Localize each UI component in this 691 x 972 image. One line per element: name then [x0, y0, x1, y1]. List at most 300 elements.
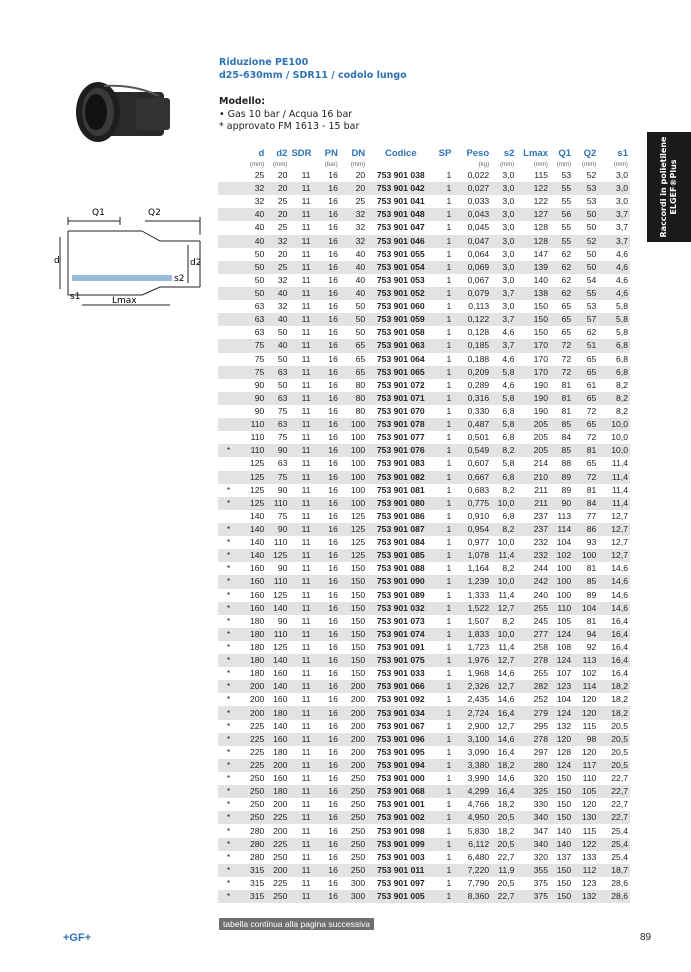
- table-cell: 1: [446, 353, 452, 364]
- table-cell: [218, 326, 239, 339]
- table-cell: 300: [340, 890, 367, 903]
- table-cell: 65: [561, 301, 572, 312]
- table-cell: 11,4: [611, 458, 628, 469]
- table-cell: 753 901 053: [376, 274, 425, 285]
- diagram-label-q2: Q2: [148, 208, 161, 218]
- table-cell: 3,0: [502, 196, 515, 207]
- table-cell: 32: [277, 274, 288, 285]
- table-cell: 72: [573, 471, 598, 484]
- table-cell: 4,6: [502, 379, 515, 390]
- table-cell: 753 901 065: [367, 366, 434, 379]
- table-cell: 112: [573, 864, 598, 877]
- table-cell: 200: [340, 680, 367, 693]
- table-cell: *: [226, 773, 231, 784]
- table-cell: 100: [340, 418, 367, 431]
- table-cell: 16: [313, 838, 340, 851]
- table-cell: 150: [550, 811, 573, 824]
- table-cell: 150: [516, 313, 550, 326]
- table-cell: 124: [550, 706, 573, 719]
- table-cell: 92: [586, 641, 597, 652]
- table-cell: 1: [446, 484, 452, 495]
- table-cell: 16: [328, 589, 338, 600]
- table-cell: 10,0: [598, 444, 630, 457]
- table-cell: 12,7: [611, 510, 628, 521]
- table-cell: 128: [516, 235, 550, 248]
- table-cell: 3,0: [491, 182, 516, 195]
- table-cell: 280: [239, 838, 266, 851]
- table-cell: 0,289: [467, 379, 490, 390]
- table-cell: 123: [550, 680, 573, 693]
- table-cell: 110: [250, 432, 265, 443]
- table-cell: 11: [289, 602, 312, 615]
- table-row: [218, 326, 630, 339]
- table-cell: 753 901 068: [367, 785, 434, 798]
- unit-cell: (mm): [249, 161, 265, 168]
- table-cell: 200: [350, 720, 366, 731]
- table-cell: 105: [556, 615, 572, 626]
- table-row: [218, 693, 630, 706]
- table-cell: 65: [340, 339, 367, 352]
- table-cell: 22,7: [491, 890, 516, 903]
- table-cell: 0,954: [453, 523, 491, 536]
- table-cell: [218, 235, 239, 248]
- table-cell: 753 901 033: [376, 668, 425, 679]
- table-cell: 4,6: [616, 248, 628, 259]
- table-cell: 150: [350, 615, 366, 626]
- table-cell: 225: [266, 811, 289, 824]
- table-cell: 28,6: [598, 890, 630, 903]
- table-row: [218, 353, 630, 366]
- diagram-label-lmax: Lmax: [112, 296, 137, 306]
- table-cell: 753 901 067: [376, 720, 425, 731]
- table-cell: *: [226, 720, 231, 731]
- table-cell: 200: [273, 799, 288, 810]
- table-row: [218, 510, 630, 523]
- table-cell: 278: [516, 654, 550, 667]
- table-cell: 16: [328, 274, 338, 285]
- table-cell: 150: [340, 654, 367, 667]
- table-cell: 8,2: [491, 444, 516, 457]
- table-cell: 10,0: [491, 575, 516, 588]
- table-cell: *: [226, 589, 231, 600]
- table-cell: 20: [277, 248, 288, 259]
- table-cell: 150: [556, 773, 572, 784]
- table-cell: 753 901 047: [376, 222, 425, 233]
- table-cell: 16,4: [598, 654, 630, 667]
- table-cell: 150: [533, 301, 548, 312]
- table-cell: 3,7: [491, 313, 516, 326]
- unit-cell: [367, 160, 434, 169]
- table-cell: 6,8: [598, 339, 630, 352]
- table-cell: 16: [328, 432, 338, 443]
- table-cell: 250: [266, 890, 289, 903]
- table-cell: *: [226, 799, 231, 810]
- table-row: [218, 759, 630, 772]
- table-cell: 12,7: [598, 549, 630, 562]
- table-cell: 1,833: [453, 628, 491, 641]
- table-cell: 11: [289, 785, 312, 798]
- table-cell: 11: [301, 196, 311, 207]
- table-cell: 16: [313, 444, 340, 457]
- table-row: [218, 235, 630, 248]
- table-cell: 125: [340, 549, 367, 562]
- table-cell: 250: [340, 838, 367, 851]
- table-cell: *: [226, 825, 231, 836]
- table-cell: 14,6: [491, 733, 516, 746]
- table-cell: 14,6: [497, 668, 515, 679]
- table-cell: 16: [313, 261, 340, 274]
- table-cell: 1: [434, 182, 453, 195]
- table-row: [218, 838, 630, 851]
- table-cell: 117: [573, 759, 598, 772]
- table-row: [218, 261, 630, 274]
- table-cell: 110: [582, 773, 597, 784]
- table-row: [218, 287, 630, 300]
- table-cell: 11: [301, 222, 311, 233]
- table-cell: 62: [550, 287, 573, 300]
- table-cell: 1: [434, 339, 453, 352]
- table-cell: 180: [249, 641, 265, 652]
- table-cell: 3,380: [453, 759, 491, 772]
- table-cell: 16: [313, 366, 340, 379]
- table-cell: 16: [328, 458, 338, 469]
- table-cell: 1,333: [467, 589, 490, 600]
- table-cell: 753 901 048: [367, 208, 434, 221]
- table-cell: 753 901 082: [367, 471, 434, 484]
- table-row: [218, 654, 630, 667]
- table-cell: 255: [516, 602, 550, 615]
- table-cell: 11: [289, 654, 312, 667]
- table-cell: 11: [301, 327, 311, 338]
- table-cell: 110: [266, 628, 289, 641]
- table-cell: 11: [301, 170, 311, 181]
- table-cell: 753 901 092: [376, 694, 425, 705]
- table-cell: 5,8: [491, 392, 516, 405]
- table-cell: 53: [561, 170, 572, 181]
- table-cell: [218, 169, 239, 182]
- table-cell: [218, 379, 239, 392]
- table-cell: 2,724: [453, 706, 491, 719]
- table-cell: 1: [446, 432, 452, 443]
- table-cell: 140: [266, 680, 289, 693]
- unit-cell: (mm): [556, 161, 572, 168]
- table-row: [218, 208, 630, 221]
- table-cell: *: [218, 497, 239, 510]
- table-cell: 120: [581, 694, 597, 705]
- table-cell: 16,4: [611, 641, 628, 652]
- table-cell: 150: [350, 641, 366, 652]
- table-cell: 40: [239, 235, 266, 248]
- table-cell: 124: [550, 628, 573, 641]
- table-row: [218, 641, 630, 654]
- table-cell: 297: [533, 746, 548, 757]
- table-cell: 200: [340, 759, 367, 772]
- table-cell: 16,4: [611, 668, 628, 679]
- table-cell: 0,047: [453, 235, 491, 248]
- table-cell: 25: [277, 222, 288, 233]
- table-cell: 40: [355, 274, 366, 285]
- table-cell: 1: [446, 563, 452, 574]
- table-cell: 11: [301, 353, 311, 364]
- table-cell: 225: [239, 759, 266, 772]
- table-cell: 200: [239, 706, 266, 719]
- table-cell: 16: [313, 549, 340, 562]
- table-cell: 50: [239, 261, 266, 274]
- table-cell: 8,2: [616, 406, 628, 417]
- table-cell: 16: [328, 379, 338, 390]
- table-cell: 3,7: [491, 339, 516, 352]
- table-cell: 104: [556, 537, 572, 548]
- table-cell: 250: [239, 785, 266, 798]
- table-cell: 20,5: [611, 746, 628, 757]
- table-cell: 50: [277, 353, 288, 364]
- table-cell: 120: [581, 746, 597, 757]
- table-cell: 16: [328, 537, 338, 548]
- table-cell: 100: [550, 575, 573, 588]
- table-cell: *: [218, 785, 239, 798]
- table-cell: 325: [516, 785, 550, 798]
- units-row: [218, 160, 630, 169]
- table-cell: 150: [550, 864, 573, 877]
- table-cell: 1: [434, 733, 453, 746]
- table-cell: 753 901 090: [367, 575, 434, 588]
- table-cell: 205: [533, 432, 548, 443]
- table-cell: 50: [254, 274, 265, 285]
- table-cell: 10,0: [598, 418, 630, 431]
- table-cell: 16,4: [491, 785, 516, 798]
- table-cell: *: [226, 537, 231, 548]
- table-cell: 214: [533, 458, 548, 469]
- table-row: [218, 339, 630, 352]
- table-cell: 16: [313, 497, 340, 510]
- diagram-label-s2: s2: [174, 274, 185, 284]
- table-cell: 11: [289, 261, 312, 274]
- table-cell: 5,8: [616, 301, 628, 312]
- unit-cell: (mm): [350, 161, 366, 168]
- table-cell: 11: [301, 615, 311, 626]
- table-cell: 18,2: [497, 825, 515, 836]
- table-cell: 160: [273, 668, 288, 679]
- table-cell: 11: [301, 379, 311, 390]
- table-cell: 20: [266, 208, 289, 221]
- table-cell: 160: [249, 589, 265, 600]
- table-cell: 0,113: [468, 301, 490, 312]
- table-cell: 1,976: [453, 654, 491, 667]
- table-cell: 4,6: [598, 261, 630, 274]
- table-cell: 1: [446, 301, 452, 312]
- table-cell: 330: [533, 799, 548, 810]
- table-row: [218, 248, 630, 261]
- table-row: [218, 418, 630, 431]
- table-cell: 32: [340, 235, 367, 248]
- table-cell: 90: [277, 615, 288, 626]
- table-cell: 11: [289, 759, 312, 772]
- table-cell: 1,968: [467, 668, 490, 679]
- table-cell: 5,8: [502, 458, 515, 469]
- table-cell: 1: [434, 785, 453, 798]
- table-cell: 11: [301, 589, 311, 600]
- table-cell: 2,900: [467, 720, 490, 731]
- table-cell: 55: [561, 222, 572, 233]
- column-header: [218, 147, 239, 160]
- table-cell: 55: [550, 235, 573, 248]
- table-cell: 150: [533, 327, 548, 338]
- table-cell: 11,4: [598, 471, 630, 484]
- table-cell: 16: [313, 864, 340, 877]
- table-cell: 14,6: [497, 773, 515, 784]
- table-cell: 320: [533, 851, 548, 862]
- table-row: [218, 615, 630, 628]
- table-row: [218, 877, 630, 890]
- table-cell: 11,4: [498, 641, 515, 652]
- table-cell: 2,326: [453, 680, 491, 693]
- table-cell: 11: [289, 733, 312, 746]
- table-cell: 90: [254, 379, 265, 390]
- table-cell: *: [226, 641, 231, 652]
- column-header: d: [258, 148, 265, 159]
- table-cell: 1: [446, 851, 452, 862]
- side-tab-line-2: ELGEF®Plus: [669, 159, 678, 215]
- table-cell: 75: [277, 432, 288, 443]
- table-cell: 16: [328, 563, 338, 574]
- table-cell: 225: [266, 838, 289, 851]
- table-cell: 200: [350, 694, 366, 705]
- table-row: [218, 706, 630, 719]
- table-cell: 1: [446, 746, 452, 757]
- table-cell: 128: [556, 746, 572, 757]
- table-cell: 16: [328, 746, 338, 757]
- table-cell: 84: [573, 497, 598, 510]
- column-header: Codice: [384, 148, 417, 159]
- table-cell: 753 901 098: [376, 825, 425, 836]
- table-cell: 115: [582, 825, 597, 836]
- table-cell: 753 901 059: [367, 313, 434, 326]
- table-cell: 11: [301, 301, 311, 312]
- table-cell: 753 901 066: [367, 680, 434, 693]
- table-cell: 90: [277, 563, 288, 574]
- table-cell: 81: [586, 563, 597, 574]
- table-cell: 1: [446, 248, 452, 259]
- table-cell: 100: [340, 444, 367, 457]
- table-row: [218, 602, 630, 615]
- table-cell: 300: [350, 877, 366, 888]
- table-row: [218, 562, 630, 575]
- table-cell: 1: [446, 668, 452, 679]
- table-cell: 11: [301, 641, 311, 652]
- table-cell: 8,360: [453, 890, 491, 903]
- table-cell: 81: [550, 392, 573, 405]
- table-cell: 16: [328, 877, 338, 888]
- unit-cell: (mm): [273, 161, 288, 168]
- table-cell: 753 901 086: [376, 510, 425, 521]
- table-row: [218, 667, 630, 680]
- unit-cell: [289, 160, 312, 169]
- table-cell: 8,2: [502, 563, 515, 574]
- table-cell: 11: [289, 706, 312, 719]
- table-cell: 125: [350, 537, 366, 548]
- table-cell: 5,8: [598, 313, 630, 326]
- table-cell: 1: [446, 537, 452, 548]
- table-cell: 3,0: [616, 196, 628, 207]
- table-cell: 753 901 088: [376, 563, 425, 574]
- table-cell: 1: [446, 327, 452, 338]
- table-cell: [218, 248, 239, 261]
- table-row: [218, 851, 630, 864]
- table-cell: 1: [446, 694, 452, 705]
- table-cell: 5,8: [491, 366, 516, 379]
- table-cell: 753 901 084: [376, 537, 425, 548]
- table-row: [218, 405, 630, 418]
- table-cell: 125: [273, 589, 288, 600]
- table-cell: 25: [355, 196, 366, 207]
- table-cell: 753 901 054: [367, 261, 434, 274]
- table-cell: [218, 313, 239, 326]
- table-cell: 40: [266, 313, 289, 326]
- table-cell: 6,112: [453, 838, 491, 851]
- table-cell: 11: [301, 877, 311, 888]
- table-cell: 104: [573, 602, 598, 615]
- table-cell: 140: [266, 654, 289, 667]
- table-cell: 62: [561, 248, 572, 259]
- table-cell: 16: [328, 353, 338, 364]
- table-cell: 100: [350, 458, 366, 469]
- table-cell: 8,2: [616, 379, 628, 390]
- table-cell: 340: [516, 838, 550, 851]
- table-cell: 140: [273, 720, 288, 731]
- table-cell: 7,790: [467, 877, 490, 888]
- table-cell: 753 901 097: [376, 877, 425, 888]
- table-cell: 72: [586, 406, 597, 417]
- table-cell: 62: [561, 274, 572, 285]
- table-cell: 200: [239, 680, 266, 693]
- table-cell: 1: [446, 589, 452, 600]
- table-cell: 6,8: [502, 406, 515, 417]
- table-cell: 12,7: [491, 602, 516, 615]
- table-cell: 11: [289, 890, 312, 903]
- table-cell: 11: [289, 208, 312, 221]
- table-cell: 753 901 003: [376, 851, 425, 862]
- table-cell: 160: [266, 733, 289, 746]
- table-cell: 18,2: [497, 799, 515, 810]
- table-cell: 11: [301, 458, 311, 469]
- table-cell: 237: [533, 510, 548, 521]
- table-row: [218, 746, 630, 759]
- table-cell: 1: [434, 654, 453, 667]
- table-cell: 11: [301, 799, 311, 810]
- table-cell: 12,7: [497, 720, 515, 731]
- table-cell: *: [226, 563, 231, 574]
- unit-cell: (bar): [324, 161, 338, 168]
- table-cell: 75: [239, 366, 266, 379]
- table-cell: 147: [533, 248, 548, 259]
- table-cell: 753 901 081: [376, 484, 425, 495]
- table-cell: 18,2: [598, 680, 630, 693]
- table-row: [218, 720, 630, 733]
- table-cell: 40: [266, 287, 289, 300]
- table-cell: *: [218, 602, 239, 615]
- table-cell: 16: [313, 654, 340, 667]
- table-cell: 50: [277, 379, 288, 390]
- table-cell: 133: [581, 851, 597, 862]
- table-cell: 1: [434, 602, 453, 615]
- table-cell: 20: [266, 182, 289, 195]
- table-cell: 11,4: [598, 497, 630, 510]
- model-info: [219, 96, 359, 134]
- table-cell: 753 901 080: [367, 497, 434, 510]
- table-cell: [218, 339, 239, 352]
- table-cell: 753 901 078: [367, 418, 434, 431]
- table-cell: 1: [434, 366, 453, 379]
